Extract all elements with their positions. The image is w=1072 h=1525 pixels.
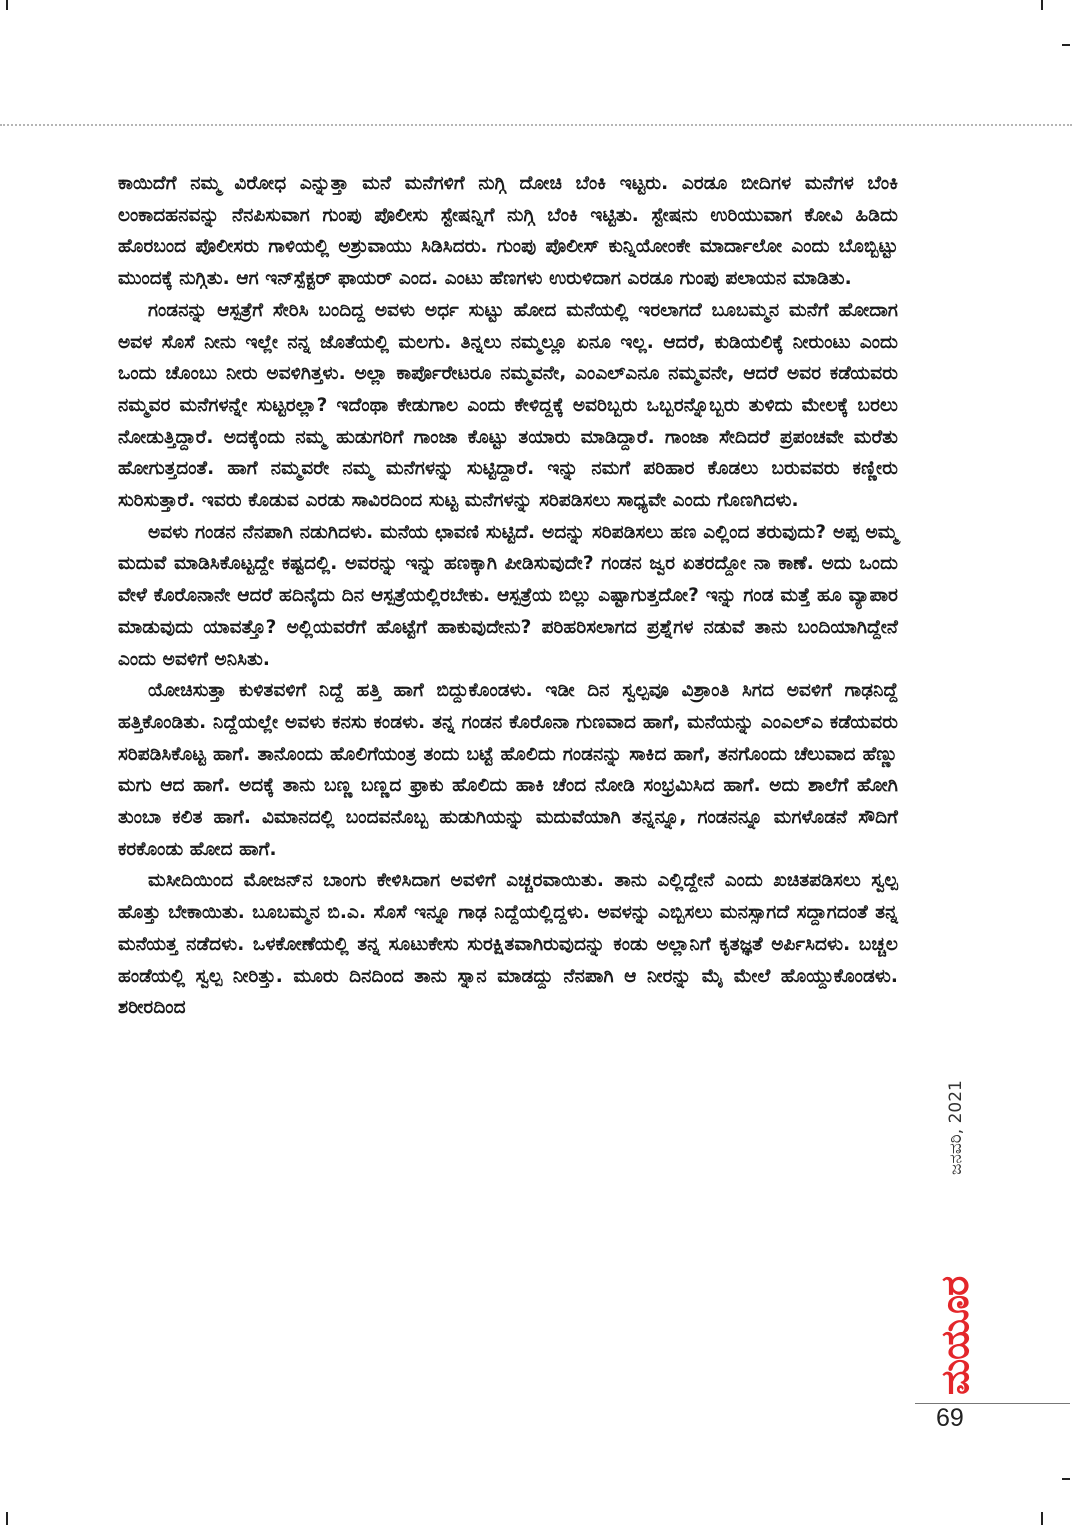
article-paragraph: ಗಂಡನನ್ನು ಆಸ್ಪತ್ರೆಗೆ ಸೇರಿಸಿ ಬಂದಿದ್ದ ಅವಳು ಅರ್ಧ ಸುಟ್ಟು ಹೋದ ಮನೆಯಲ್ಲಿ ಇರಲಾಗದೆ ಬೂಬಮ್ಮನ ಮನೆಗೆ ಹೋದಾಗ ಅವಳ ಸೊಸೆ ನೀನು ಇಲ್ಲೇ ನನ್ನ ಜೊತೆಯಲ್ಲಿ ಮಲಗು. ತಿನ್ನಲು ನಮ್ಮಲ್ಲೂ ಏನೂ ಇಲ್ಲ. ಆದರೆ, ಕುಡಿಯಲಿಕ್ಕೆ ನೀರುಂಟು ಎಂದು ಒಂದು ಚೊಂಬು ನೀರು ಅವಳಿಗಿತ್ತಳು. ಅಲ್ಲಾ ಕಾರ್ಪೊರೇಟರೂ ನಮ್ಮವನೇ, ಎಂಎಲ್‌ಎನೂ ನಮ್ಮವನೇ, ಆದರೆ ಅವರ ಕಡೆಯವರು ನಮ್ಮವರ ಮನೆಗಳನ್ನೇ ಸುಟ್ಟರಲ್ಲಾ? ಇದೆಂಥಾ ಕೇಡುಗಾಲ ಎಂದು ಕೇಳಿದ್ದಕ್ಕೆ ಅವರಿಬ್ಬರು ಒಬ್ಬರನ್ನೊಬ್ಬರು ತುಳಿದು ಮೇಲಕ್ಕೆ ಬರಲು ನೋಡುತ್ತಿದ್ದಾರೆ. ಅದಕ್ಕೆಂದು ನಮ್ಮ ಹುಡುಗರಿಗೆ ಗಾಂಜಾ ಕೊಟ್ಟು ತಯಾರು ಮಾಡಿದ್ದಾರೆ. ಗಾಂಜಾ ಸೇದಿದರೆ ಪ್ರಪಂಚವೇ ಮರೆತು ಹೋಗುತ್ತದಂತೆ. ಹಾಗೆ ನಮ್ಮವರೇ ನಮ್ಮ ಮನೆಗಳನ್ನು ಸುಟ್ಟಿದ್ದಾರೆ. ಇನ್ನು ನಮಗೆ ಪರಿಹಾರ ಕೊಡಲು ಬರುವವರು ಕಣ್ಣೀರು ಸುರಿಸುತ್ತಾರೆ. ಇವರು ಕೊಡುವ ಎರಡು ಸಾವಿರದಿಂದ ಸುಟ್ಟ ಮನೆಗಳನ್ನು ಸರಿಪಡಿಸಲು ಸಾಧ್ಯವೇ ಎಂದು ಗೊಣಗಿದಳು. [118,299,898,512]
crop-mark-bottom-left [6,1512,8,1525]
crop-mark-bottom-right [1041,1512,1043,1525]
article-paragraph: ಅವಳು ಗಂಡನ ನೆನಪಾಗಿ ನಡುಗಿದಳು. ಮನೆಯ ಛಾವಣಿ ಸುಟ್ಟಿದೆ. ಅದನ್ನು ಸರಿಪಡಿಸಲು ಹಣ ಎಲ್ಲಿಂದ ತರುವುದು? ಅಪ್ಪ ಅಮ್ಮ ಮದುವೆ ಮಾಡಿಸಿಕೊಟ್ಟದ್ದೇ ಕಷ್ಟದಲ್ಲಿ. ಅವರನ್ನು ಇನ್ನು ಹಣಕ್ಕಾಗಿ ಪೀಡಿಸುವುದೇ? ಗಂಡನ ಜ್ವರ ಏತರದ್ದೋ ನಾ ಕಾಣೆ. ಅದು ಒಂದು ವೇಳೆ ಕೊರೊನಾನೇ ಆದರೆ ಹದಿನೈದು ದಿನ ಆಸ್ಪತ್ರೆಯಲ್ಲಿರಬೇಕು. ಆಸ್ಪತ್ರೆಯ ಬಿಲ್ಲು ಎಷ್ಟಾಗುತ್ತದೋ? ಇನ್ನು ಗಂಡ ಮತ್ತೆ ಹೂ ವ್ಯಾಪಾರ ಮಾಡುವುದು ಯಾವತ್ತೊ? ಅಲ್ಲಿಯವರೆಗೆ ಹೊಟ್ಟೆಗೆ ಹಾಕುವುದೇನು? ಪರಿಹರಿಸಲಾಗದ ಪ್ರಶ್ನೆಗಳ ನಡುವೆ ತಾನು ಬಂದಿಯಾಗಿದ್ದೇನೆ ಎಂದು ಅವಳಿಗೆ ಅನಿಸಿತು. [118,521,898,670]
article-paragraph: ಯೋಚಿಸುತ್ತಾ ಕುಳಿತವಳಿಗೆ ನಿದ್ದೆ ಹತ್ತಿ ಹಾಗೆ ಬಿದ್ದುಕೊಂಡಳು. ಇಡೀ ದಿನ ಸ್ವಲ್ಪವೂ ವಿಶ್ರಾಂತಿ ಸಿಗದ ಅವಳಿಗೆ ಗಾಢನಿದ್ದೆ ಹತ್ತಿಕೊಂಡಿತು. ನಿದ್ದೆಯಲ್ಲೇ ಅವಳು ಕನಸು ಕಂಡಳು. ತನ್ನ ಗಂಡನ ಕೊರೊನಾ ಗುಣವಾದ ಹಾಗೆ, ಮನೆಯನ್ನು ಎಂಎಲ್‌ಎ ಕಡೆಯವರು ಸರಿಪಡಿಸಿಕೊಟ್ಟ ಹಾಗೆ. ತಾನೊಂದು ಹೊಲಿಗೆಯಂತ್ರ ತಂದು ಬಟ್ಟೆ ಹೊಲಿದು ಗಂಡನನ್ನು ಸಾಕಿದ ಹಾಗೆ, ತನಗೊಂದು ಚೆಲುವಾದ ಹೆಣ್ಣು ಮಗು ಆದ ಹಾಗೆ. ಅದಕ್ಕೆ ತಾನು ಬಣ್ಣ ಬಣ್ಣದ ಫ್ರಾಕು ಹೊಲಿದು ಹಾಕಿ ಚೆಂದ ನೋಡಿ ಸಂಭ್ರಮಿಸಿದ ಹಾಗೆ. ಅದು ಶಾಲೆಗೆ ಹೋಗಿ ತುಂಬಾ ಕಲಿತ ಹಾಗೆ. ವಿಮಾನದಲ್ಲಿ ಬಂದವನೊಬ್ಬ ಹುಡುಗಿಯನ್ನು ಮದುವೆಯಾಗಿ ತನ್ನನ್ನೂ, ಗಂಡನನ್ನೂ ಮಗಳೊಡನೆ ಸೌದಿಗೆ ಕರಕೊಂಡು ಹೋದ ಹಾಗೆ. [118,680,898,860]
article-body [118,168,898,1024]
magazine-logo: ಮಯೂರ [933,1276,977,1395]
article-paragraph: ಮಸೀದಿಯಿಂದ ಮೋಜನ್‌ನ ಬಾಂಗು ಕೇಳಿಸಿದಾಗ ಅವಳಿಗೆ ಎಚ್ಚರವಾಯಿತು. ತಾನು ಎಲ್ಲಿದ್ದೇನೆ ಎಂದು ಖಚಿತಪಡಿಸಲು ಸ್ವಲ್ಪ ಹೊತ್ತು ಬೇಕಾಯಿತು. ಬೂಬಮ್ಮನ ಬಿ.ಎ. ಸೊಸೆ ಇನ್ನೂ ಗಾಢ ನಿದ್ದೆಯಲ್ಲಿದ್ದಳು. ಅವಳನ್ನು ಎಬ್ಬಿಸಲು ಮನಸ್ಸಾಗದೆ ಸದ್ದಾಗದಂತೆ ತನ್ನ ಮನೆಯತ್ತ ನಡೆದಳು. ಒಳಕೋಣೆಯಲ್ಲಿ ತನ್ನ ಸೂಟುಕೇಸು ಸುರಕ್ಷಿತವಾಗಿರುವುದನ್ನು ಕಂಡು ಅಲ್ಲಾನಿಗೆ ಕೃತಜ್ಞತೆ ಅರ್ಪಿಸಿದಳು. ಬಚ್ಚಲ ಹಂಡೆಯಲ್ಲಿ ಸ್ವಲ್ಪ ನೀರಿತ್ತು. ಮೂರು ದಿನದಿಂದ ತಾನು ಸ್ನಾನ ಮಾಡದ್ದು ನೆನಪಾಗಿ ಆ ನೀರನ್ನು ಮೈ ಮೇಲೆ ಹೊಯ್ದುಕೊಂಡಳು. ಶರೀರದಿಂದ [118,870,898,1019]
header-dotted-rule [0,124,1072,126]
crop-mark-top-left [6,0,8,10]
page-number: 69 [936,1404,964,1432]
issue-date: ಜನವರಿ, 2021 [946,1080,966,1175]
article-paragraph: ಕಾಯಿದೆಗೆ ನಮ್ಮ ವಿರೋಧ ಎನ್ನುತ್ತಾ ಮನೆ ಮನೆಗಳಿಗೆ ನುಗ್ಗಿ ದೋಚಿ ಬೆಂಕಿ ಇಟ್ಟರು. ಎರಡೂ ಬೀದಿಗಳ ಮನೆಗಳ ಬೆಂಕಿ ಲಂಕಾದಹನವನ್ನು ನೆನಪಿಸುವಾಗ ಗುಂಪು ಪೊಲೀಸು ಸ್ಟೇಷನ್ನಿಗೆ ನುಗ್ಗಿ ಬೆಂಕಿ ಇಟ್ಟಿತು. ಸ್ಟೇಷನು ಉರಿಯುವಾಗ ಕೋವಿ ಹಿಡಿದು ಹೊರಬಂದ ಪೊಲೀಸರು ಗಾಳಿಯಲ್ಲಿ ಅಶ್ರುವಾಯು ಸಿಡಿಸಿದರು. ಗುಂಪು ಪೊಲೀಸ್ ಕುನ್ನಿಯೋಂಕೇ ಮಾರ್ದಾಲೋ ಎಂದು ಬೊಬ್ಬಿಟ್ಟು ಮುಂದಕ್ಕೆ ನುಗ್ಗಿತು. ಆಗ ಇನ್‌ಸ್ಪೆಕ್ಟರ್ ಫಾಯರ್ ಎಂದ. ಎಂಟು ಹೆಣಗಳು ಉರುಳಿದಾಗ ಎರಡೂ ಗುಂಪು ಪಲಾಯನ ಮಾಡಿತು. [118,173,898,290]
crop-mark-top-right [1041,0,1043,10]
crop-mark-bottom-right-side [1062,1478,1070,1480]
crop-mark-top-right-side [1062,44,1070,46]
